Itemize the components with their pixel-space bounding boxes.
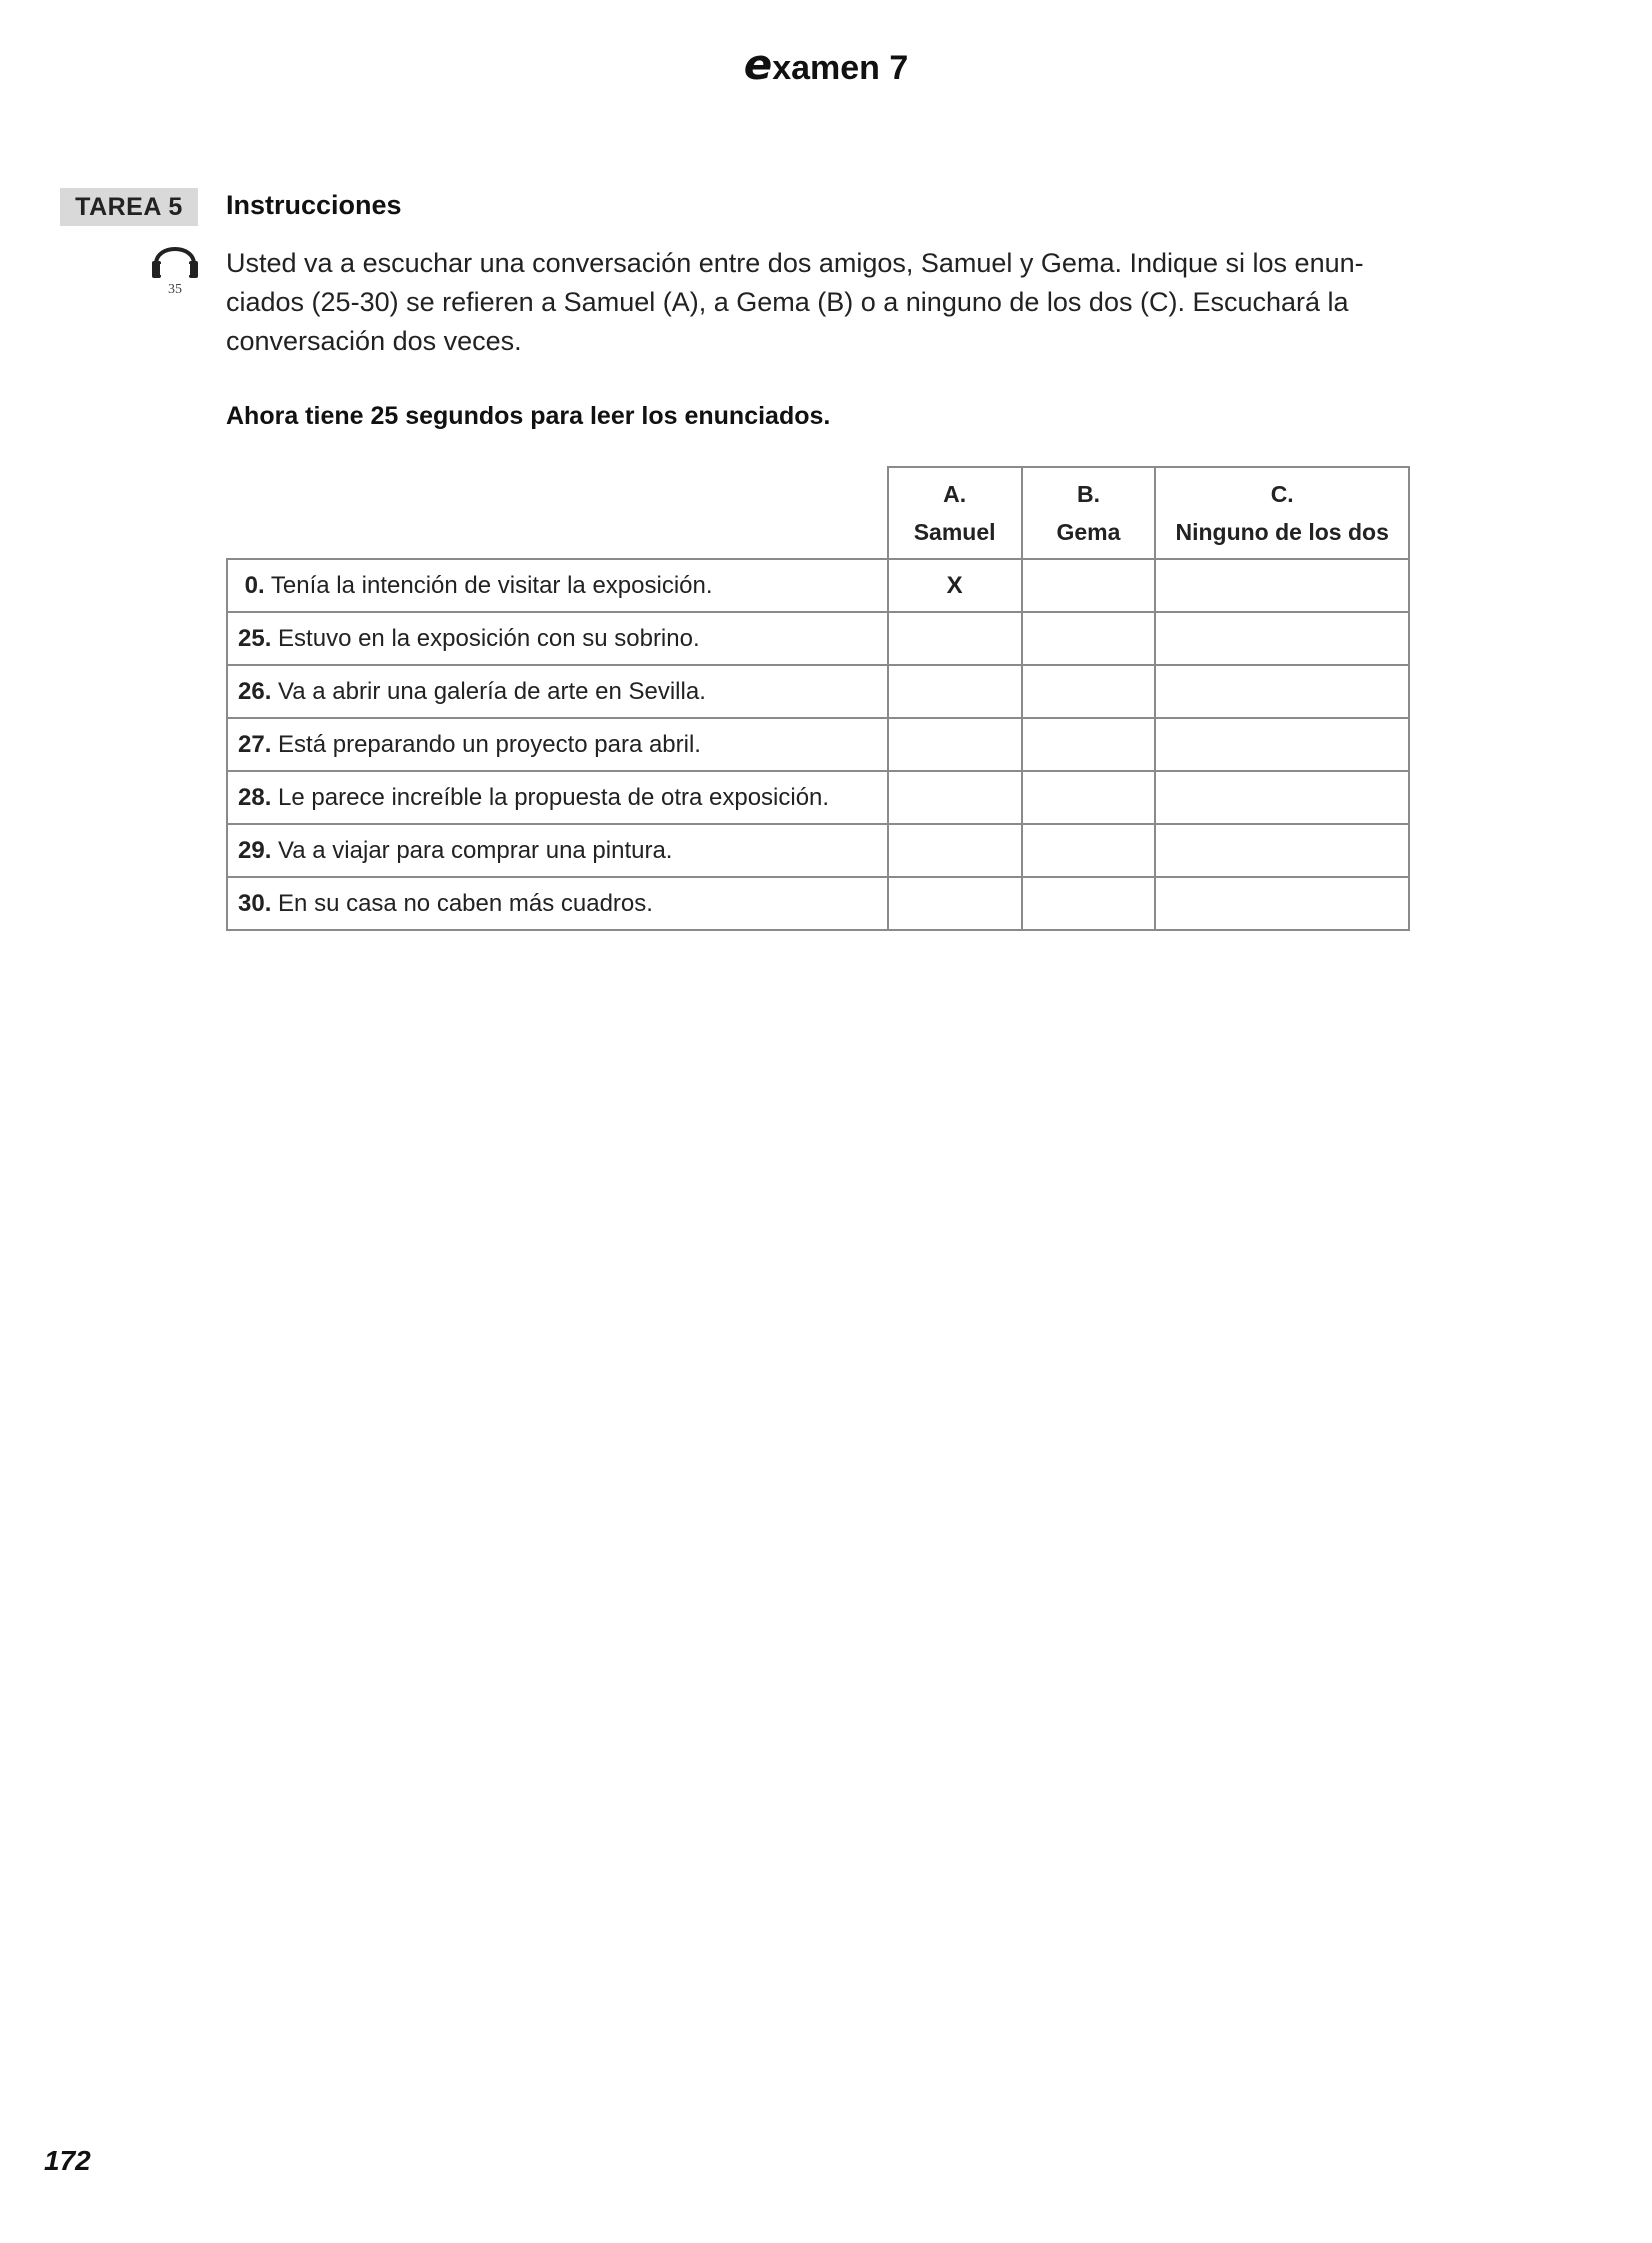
table-header-row	[227, 467, 1409, 559]
table-row	[227, 877, 1409, 930]
answer-cell-c[interactable]	[1155, 771, 1409, 824]
table-row	[227, 718, 1409, 771]
table-row	[227, 559, 1409, 612]
column-letter: B.	[1076, 481, 1100, 507]
answer-cell-c[interactable]	[1155, 612, 1409, 665]
answer-cell-c[interactable]	[1155, 877, 1409, 930]
statement-number: 28.	[238, 783, 272, 811]
column-name: Gema	[1056, 519, 1121, 545]
instructions-line: conversación dos veces.	[226, 326, 522, 356]
statement-cell	[227, 771, 888, 824]
statement-text: Va a viajar para comprar una pintura.	[278, 836, 673, 864]
statement-text: Tenía la intención de visitar la exposición.	[270, 571, 713, 599]
answer-cell-c[interactable]	[1155, 718, 1409, 771]
header-blank-cell	[227, 467, 888, 559]
statement-cell	[227, 612, 888, 665]
answer-cell-a[interactable]	[888, 612, 1022, 665]
page-number: 172	[44, 2145, 91, 2176]
statement-cell	[227, 718, 888, 771]
answer-cell-c[interactable]	[1155, 824, 1409, 877]
instructions-title: Instrucciones	[226, 190, 402, 220]
answer-cell-c[interactable]	[1155, 559, 1409, 612]
answer-cell-a[interactable]	[888, 718, 1022, 771]
statement-text: Le parece increíble la propuesta de otra exposición.	[278, 783, 830, 811]
answer-cell-b[interactable]	[1022, 559, 1156, 612]
answer-cell-b[interactable]	[1022, 718, 1156, 771]
table-row	[227, 665, 1409, 718]
statement-cell	[227, 877, 888, 930]
column-name: Samuel	[913, 519, 996, 545]
answer-cell-a[interactable]: X	[888, 559, 1022, 612]
statement-text: Está preparando un proyecto para abril.	[278, 730, 701, 758]
column-letter: A.	[943, 481, 967, 507]
statement-number: 27.	[238, 730, 272, 758]
time-note: Ahora tiene 25 segundos para leer los enunciados.	[226, 402, 831, 430]
answer-cell-b[interactable]	[1022, 824, 1156, 877]
column-name: Ninguno de los dos	[1175, 519, 1389, 545]
statement-number: 30.	[238, 889, 272, 917]
statement-text: Va a abrir una galería de arte en Sevilla.	[278, 677, 706, 705]
answer-cell-b[interactable]	[1022, 665, 1156, 718]
answer-cell-b[interactable]	[1022, 612, 1156, 665]
statement-cell	[227, 559, 888, 612]
column-header-a	[888, 467, 1022, 559]
statement-text: Estuvo en la exposición con su sobrino.	[278, 624, 700, 652]
statement-cell	[227, 824, 888, 877]
answer-cell-a[interactable]	[888, 877, 1022, 930]
tarea-badge: TAREA 5	[60, 188, 198, 226]
answer-cell-a[interactable]	[888, 824, 1022, 877]
statement-number: 0.	[244, 571, 265, 599]
instructions-text	[226, 244, 1416, 361]
statement-text: En su casa no caben más cuadros.	[278, 889, 653, 917]
instructions-line: ciados (25-30) se refieren a Samuel (A), a Gema (B) o a ninguno de los dos (C). Escuchará la	[226, 287, 1349, 317]
table-row	[227, 824, 1409, 877]
page-header	[0, 40, 1652, 89]
statement-number: 25.	[238, 624, 272, 652]
table-row	[227, 612, 1409, 665]
column-letter: C.	[1270, 481, 1294, 507]
answer-cell-a[interactable]	[888, 665, 1022, 718]
column-header-b	[1022, 467, 1156, 559]
answer-cell-c[interactable]	[1155, 665, 1409, 718]
answer-cell-b[interactable]	[1022, 877, 1156, 930]
column-header-c	[1155, 467, 1409, 559]
statement-cell	[227, 665, 888, 718]
instructions-line: Usted va a escuchar una conversación entre dos amigos, Samuel y Gema. Indique si los enun-	[226, 248, 1364, 278]
header-title-rest: xamen 7	[772, 49, 909, 87]
answer-table	[226, 466, 1410, 931]
statement-number: 26.	[238, 677, 272, 705]
answer-cell-b[interactable]	[1022, 771, 1156, 824]
header-title-initial: e	[743, 40, 773, 89]
audio-track-number: 35	[168, 282, 182, 297]
statement-number: 29.	[238, 836, 272, 864]
answer-cell-a[interactable]	[888, 771, 1022, 824]
headphones-icon[interactable]	[148, 236, 202, 280]
table-row	[227, 771, 1409, 824]
